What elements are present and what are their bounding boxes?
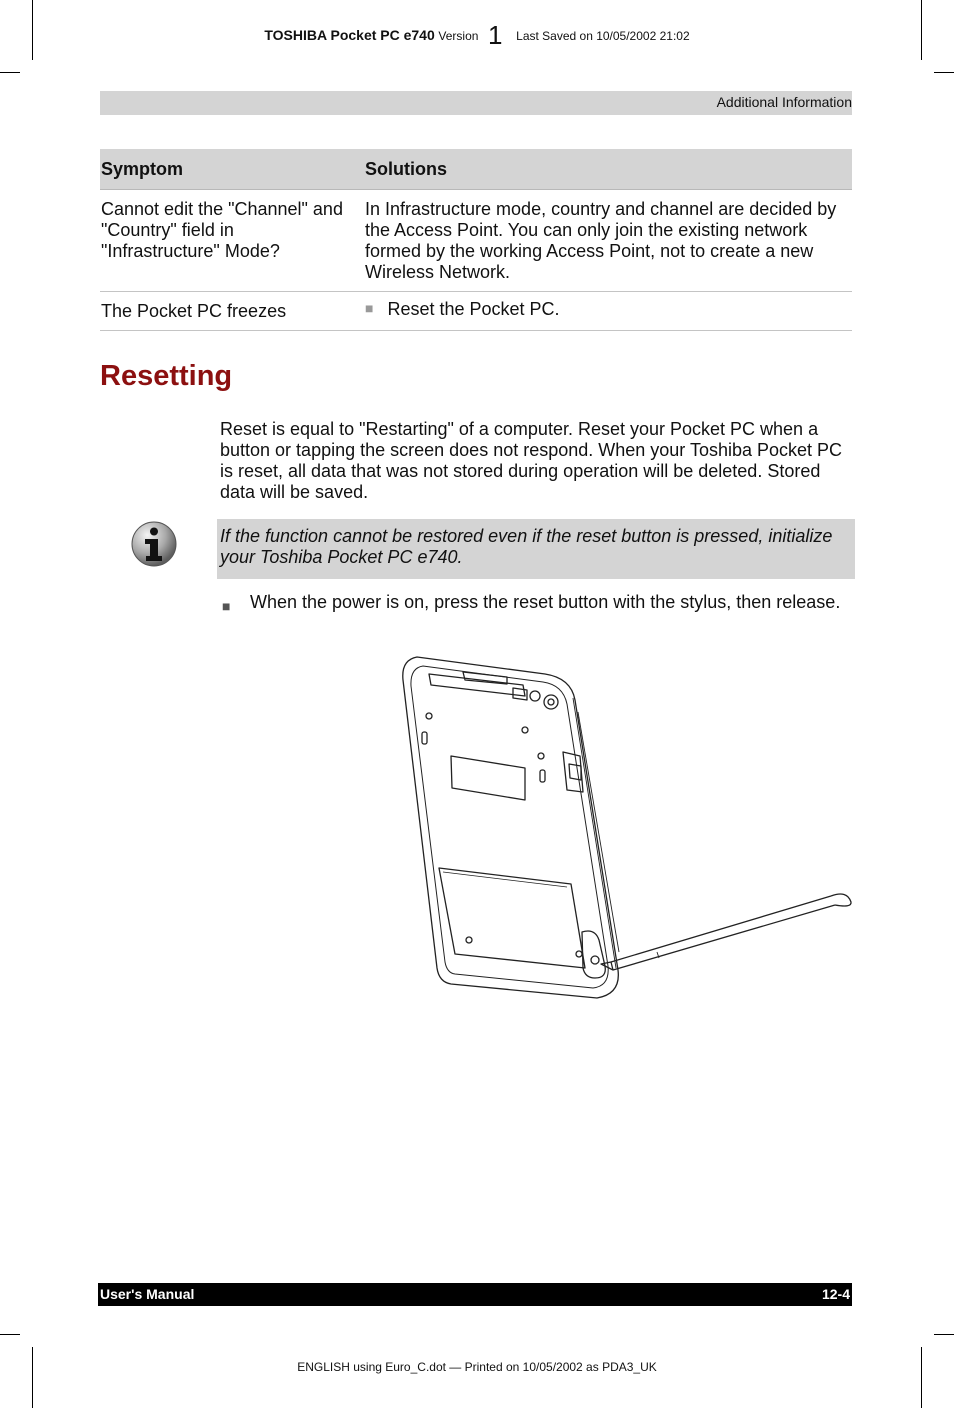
document-header: [0, 20, 954, 51]
solution-text: Reset the Pocket PC.: [387, 299, 560, 319]
footer-bar: [98, 1283, 852, 1306]
crop-mark: [32, 1347, 33, 1408]
step-text: When the power is on, press the reset button with the stylus, then release.: [250, 592, 841, 612]
crop-mark: [0, 1334, 20, 1335]
square-bullet-icon: ■: [365, 300, 374, 316]
note-box: If the function cannot be restored even if the reset button is pressed, initialize your Toshiba Pocket PC e740.: [217, 519, 855, 579]
section-band: [100, 91, 852, 115]
crop-mark: [0, 72, 20, 73]
page-number: 12-4: [821, 1286, 850, 1302]
info-icon: [130, 520, 178, 568]
table-header-row: [100, 149, 852, 190]
crop-mark: [934, 1334, 954, 1335]
troubleshooting-table: [100, 149, 852, 331]
version-number: 1: [488, 20, 503, 50]
footer-manual-label: User's Manual: [100, 1286, 195, 1302]
section-title: Resetting: [100, 360, 233, 392]
solution-cell: [357, 292, 852, 331]
table-row: [100, 292, 852, 331]
symptom-cell: The Pocket PC freezes: [100, 292, 357, 331]
crop-mark: [921, 1347, 922, 1408]
section-band-label: Additional Information: [716, 94, 852, 110]
body-paragraph: Reset is equal to "Restarting" of a computer. Reset your Pocket PC when a button or tapping the screen does not respond. When your Toshiba Pocket PC is reset, all data that was not stored during operation will be deleted. Stored data will be saved.: [220, 419, 843, 502]
table-row: [100, 190, 852, 292]
column-header-solutions: Solutions: [357, 149, 852, 190]
version-label: Version: [438, 29, 479, 43]
crop-mark: [934, 72, 954, 73]
doc-title: TOSHIBA Pocket PC e740: [264, 27, 435, 43]
column-header-symptom: Symptom: [100, 149, 357, 190]
pocket-pc-reset-illustration: [395, 652, 855, 1004]
solution-cell: In Infrastructure mode, country and channel are decided by the Access Point. You can only join the existing network formed by the working Access Point, not to create a new Wireless Network.: [357, 190, 852, 292]
step-item: [222, 592, 852, 613]
last-saved: Last Saved on 10/05/2002 21:02: [516, 29, 690, 43]
square-bullet-icon: ■: [222, 598, 231, 614]
symptom-cell: Cannot edit the "Channel" and "Country" field in "Infrastructure" Mode?: [100, 190, 357, 292]
print-info: ENGLISH using Euro_C.dot — Printed on 10/05/2002 as PDA3_UK: [297, 1360, 657, 1374]
